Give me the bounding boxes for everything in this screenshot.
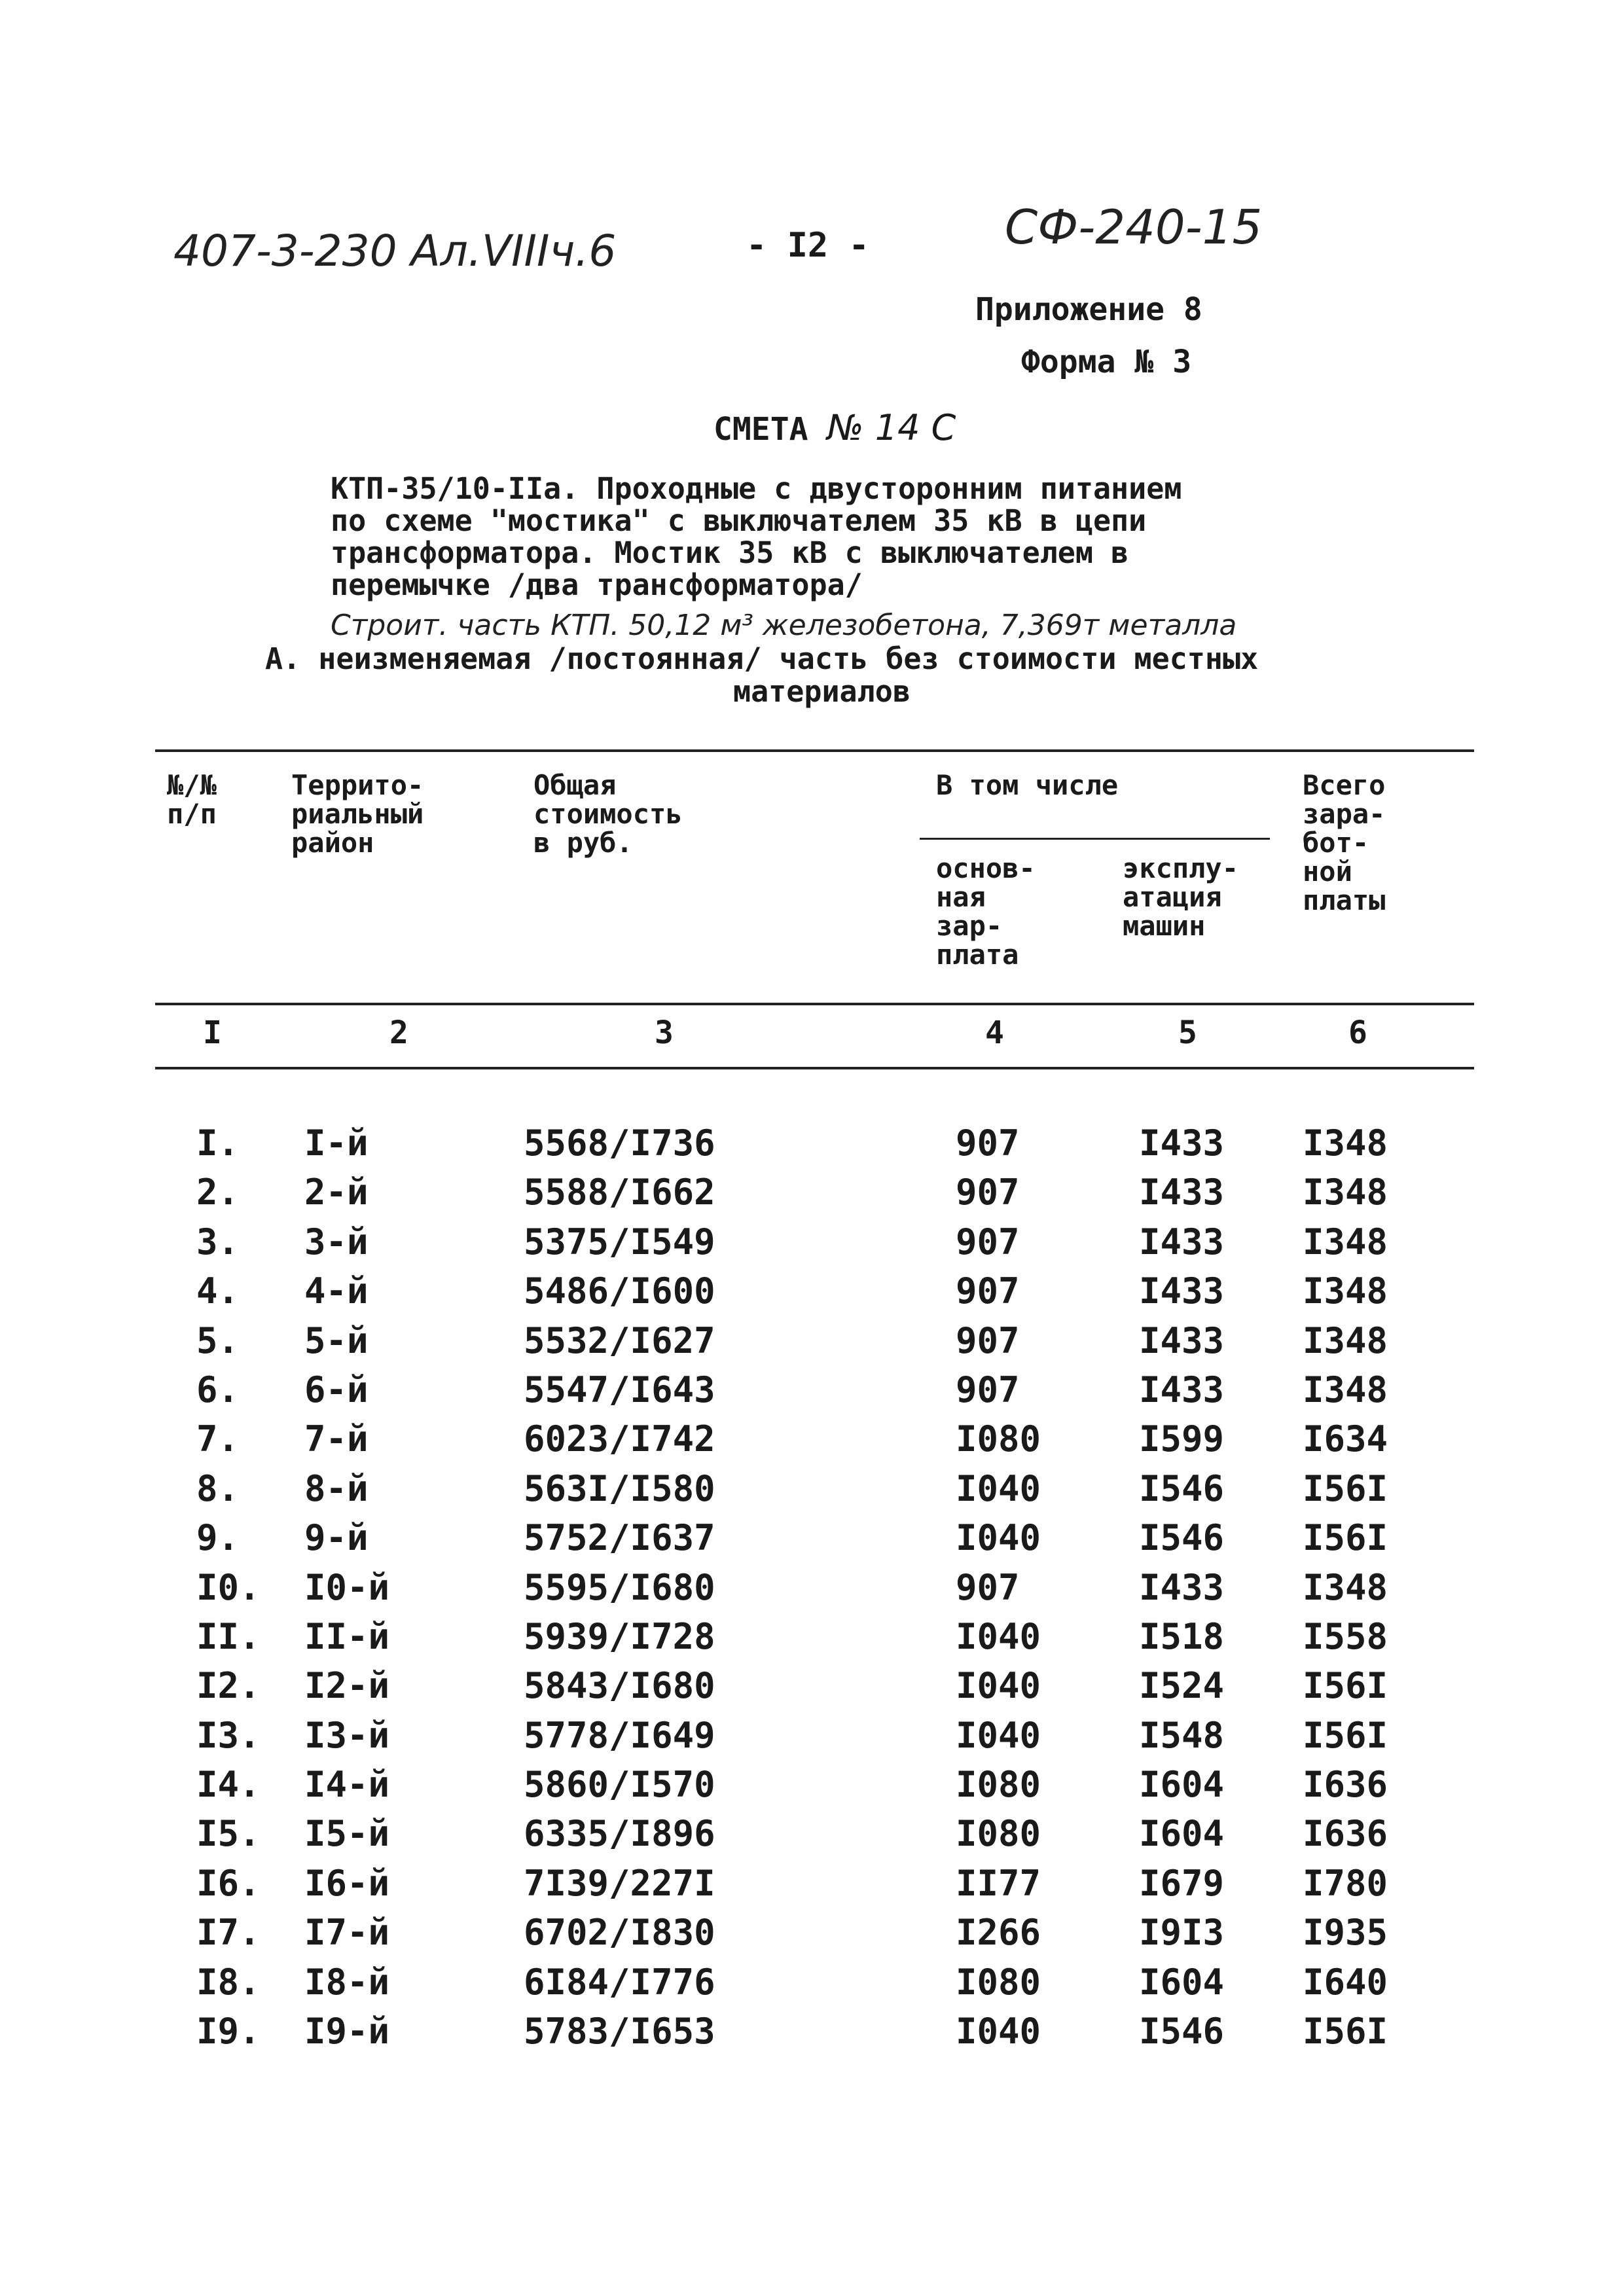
total-salary-cell: I56I (1303, 1665, 1388, 1707)
total-cost-cell: 6335/I896 (524, 1813, 715, 1855)
row-number-cell: 4. (196, 1270, 240, 1312)
appendix-label: Приложение 8 (975, 291, 1202, 328)
territory-cell: 4-й (304, 1270, 369, 1312)
row-number-cell: I7. (196, 1912, 261, 1954)
total-salary-cell: I780 (1303, 1862, 1388, 1904)
column-number: 3 (655, 1014, 674, 1051)
table-row (0, 1369, 1624, 1418)
row-number-cell: I. (196, 1122, 240, 1164)
column-number-rule (155, 1067, 1474, 1069)
machine-cost-cell: I433 (1139, 1566, 1225, 1608)
territory-cell: I2-й (304, 1665, 390, 1707)
total-salary-cell: I348 (1303, 1566, 1388, 1608)
base-salary-cell: 907 (956, 1369, 1020, 1410)
machine-cost-cell: I524 (1139, 1665, 1225, 1707)
machine-cost-cell: I604 (1139, 1961, 1225, 2003)
row-number-cell: I2. (196, 1665, 261, 1707)
estimate-description (331, 473, 1182, 601)
column-number: 2 (389, 1014, 408, 1051)
territory-cell: I4-й (304, 1764, 390, 1806)
header-total-salary: Всего зара- бот- ной платы (1303, 769, 1386, 916)
total-cost-cell: 6I84/I776 (524, 1961, 715, 2003)
row-number-cell: I8. (196, 1961, 261, 2003)
header-territory: Террито- риальный район (291, 769, 424, 859)
description-line: перемычке /два трансформатора/ (331, 567, 863, 602)
description-line: по схеме "мостика" с выключателем 35 кВ в цепи (331, 503, 1147, 538)
territory-cell: I8-й (304, 1961, 390, 2003)
table-row (0, 1517, 1624, 1566)
territory-cell: 7-й (304, 1418, 369, 1460)
row-number-cell: 5. (196, 1319, 240, 1361)
table-top-rule (155, 749, 1474, 752)
description-line: КТП-35/10-IIа. Проходные с двусторонним питанием (331, 471, 1182, 506)
machine-cost-cell: I9I3 (1139, 1912, 1225, 1954)
section-heading (265, 643, 1258, 708)
machine-cost-cell: I546 (1139, 1517, 1225, 1559)
row-number-cell: 9. (196, 1517, 240, 1559)
row-number-cell: II. (196, 1615, 261, 1657)
row-number-cell: I6. (196, 1862, 261, 1904)
construction-note: Строит. часть КТП. 50,12 м³ железобетона, 7,369т металла (331, 609, 1237, 642)
section-line: материалов (733, 674, 911, 709)
table-body (0, 1122, 1624, 2060)
group-header-rule (920, 838, 1270, 840)
territory-cell: 5-й (304, 1319, 369, 1361)
base-salary-cell: I080 (956, 1764, 1041, 1806)
base-salary-cell: I040 (956, 1467, 1041, 1509)
machine-cost-cell: I679 (1139, 1862, 1225, 1904)
row-number-cell: 6. (196, 1369, 240, 1410)
machine-cost-cell: I604 (1139, 1813, 1225, 1855)
machine-cost-cell: I433 (1139, 1369, 1225, 1410)
table-row (0, 1813, 1624, 1862)
table-row (0, 1122, 1624, 1172)
total-cost-cell: 5752/I637 (524, 1517, 715, 1559)
machine-cost-cell: I546 (1139, 2011, 1225, 2053)
table-row (0, 1863, 1624, 1912)
total-cost-cell: 6023/I742 (524, 1418, 715, 1460)
header-bottom-rule (155, 1003, 1474, 1005)
total-salary-cell: I56I (1303, 1714, 1388, 1756)
total-salary-cell: I56I (1303, 1517, 1388, 1559)
total-cost-cell: 5939/I728 (524, 1615, 715, 1657)
table-row (0, 1962, 1624, 2011)
territory-cell: I-й (304, 1122, 369, 1164)
row-number-cell: I0. (196, 1566, 261, 1608)
territory-cell: 2-й (304, 1172, 369, 1213)
row-number-cell: 8. (196, 1467, 240, 1509)
territory-cell: I0-й (304, 1566, 390, 1608)
table-row (0, 1912, 1624, 1961)
machine-cost-cell: I518 (1139, 1615, 1225, 1657)
estimate-label: СМЕТА (713, 411, 808, 448)
territory-cell: 6-й (304, 1369, 369, 1410)
column-number: 5 (1178, 1014, 1197, 1051)
column-number: I (203, 1014, 222, 1051)
total-cost-cell: 7I39/227I (524, 1862, 715, 1904)
territory-cell: I9-й (304, 2011, 390, 2053)
total-cost-cell: 5778/I649 (524, 1714, 715, 1756)
table-row (0, 1172, 1624, 1221)
total-salary-cell: I558 (1303, 1615, 1388, 1657)
total-cost-cell: 5532/I627 (524, 1319, 715, 1361)
header-base-salary: основ- ная зар- плата (936, 852, 1036, 971)
archive-code: СФ-240-15 (1005, 200, 1263, 255)
total-salary-cell: I348 (1303, 1172, 1388, 1213)
table-row (0, 1221, 1624, 1270)
machine-cost-cell: I548 (1139, 1714, 1225, 1756)
base-salary-cell: II77 (956, 1862, 1041, 1904)
page-number: - I2 - (746, 226, 869, 265)
base-salary-cell: I266 (956, 1912, 1041, 1954)
total-cost-cell: 5588/I662 (524, 1172, 715, 1213)
column-number: 6 (1348, 1014, 1367, 1051)
territory-cell: 8-й (304, 1467, 369, 1509)
row-number-cell: I5. (196, 1813, 261, 1855)
territory-cell: 3-й (304, 1221, 369, 1263)
base-salary-cell: 907 (956, 1172, 1020, 1213)
header-including-group: В том числе (936, 769, 1119, 801)
machine-cost-cell: I604 (1139, 1764, 1225, 1806)
header-machine-operation: эксплу- атация машин (1123, 852, 1239, 942)
base-salary-cell: I080 (956, 1418, 1041, 1460)
base-salary-cell: I040 (956, 1714, 1041, 1756)
row-number-cell: I9. (196, 2011, 261, 2053)
total-cost-cell: 5783/I653 (524, 2011, 715, 2053)
machine-cost-cell: I433 (1139, 1270, 1225, 1312)
base-salary-cell: I040 (956, 1615, 1041, 1657)
row-number-cell: I3. (196, 1714, 261, 1756)
table-row (0, 1320, 1624, 1369)
total-salary-cell: I634 (1303, 1418, 1388, 1460)
table-row (0, 1764, 1624, 1813)
base-salary-cell: I080 (956, 1813, 1041, 1855)
base-salary-cell: I040 (956, 1665, 1041, 1707)
territory-cell: 9-й (304, 1517, 369, 1559)
territory-cell: I5-й (304, 1813, 390, 1855)
territory-cell: II-й (304, 1615, 390, 1657)
territory-cell: I7-й (304, 1912, 390, 1954)
row-number-cell: 3. (196, 1221, 240, 1263)
total-cost-cell: 5843/I680 (524, 1665, 715, 1707)
total-cost-cell: 5595/I680 (524, 1566, 715, 1608)
machine-cost-cell: I599 (1139, 1418, 1225, 1460)
row-number-cell: I4. (196, 1764, 261, 1806)
form-label: Форма № 3 (1021, 344, 1192, 380)
base-salary-cell: 907 (956, 1122, 1020, 1164)
total-cost-cell: 563I/I580 (524, 1467, 715, 1509)
total-salary-cell: I348 (1303, 1270, 1388, 1312)
machine-cost-cell: I546 (1139, 1467, 1225, 1509)
base-salary-cell: 907 (956, 1319, 1020, 1361)
header-row-number: №/№ п/п (167, 769, 217, 830)
territory-cell: I3-й (304, 1714, 390, 1756)
table-row (0, 1418, 1624, 1467)
document-code: 407-3-230 Ал.VIIIч.6 (173, 226, 617, 276)
total-salary-cell: I56I (1303, 2011, 1388, 2053)
base-salary-cell: 907 (956, 1270, 1020, 1312)
row-number-cell: 7. (196, 1418, 240, 1460)
row-number-cell: 2. (196, 1172, 240, 1213)
total-cost-cell: 5486/I600 (524, 1270, 715, 1312)
table-row (0, 1616, 1624, 1665)
table-row (0, 1468, 1624, 1517)
table-row (0, 1270, 1624, 1319)
total-salary-cell: I348 (1303, 1122, 1388, 1164)
base-salary-cell: I080 (956, 1961, 1041, 2003)
table-row (0, 1567, 1624, 1616)
total-salary-cell: I56I (1303, 1467, 1388, 1509)
machine-cost-cell: I433 (1139, 1319, 1225, 1361)
base-salary-cell: 907 (956, 1221, 1020, 1263)
machine-cost-cell: I433 (1139, 1122, 1225, 1164)
estimate-number: № 14 С (827, 407, 956, 448)
total-cost-cell: 5375/I549 (524, 1221, 715, 1263)
machine-cost-cell: I433 (1139, 1221, 1225, 1263)
column-number: 4 (985, 1014, 1004, 1051)
total-salary-cell: I348 (1303, 1369, 1388, 1410)
total-cost-cell: 5547/I643 (524, 1369, 715, 1410)
description-line: трансформатора. Мостик 35 кВ с выключателем в (331, 535, 1129, 570)
territory-cell: I6-й (304, 1862, 390, 1904)
total-salary-cell: I348 (1303, 1221, 1388, 1263)
total-salary-cell: I935 (1303, 1912, 1388, 1954)
table-row (0, 1665, 1624, 1714)
estimate-title (713, 407, 956, 448)
base-salary-cell: I040 (956, 2011, 1041, 2053)
total-cost-cell: 6702/I830 (524, 1912, 715, 1954)
section-line: А. неизменяемая /постоянная/ часть без стоимости местных (265, 641, 1259, 676)
base-salary-cell: 907 (956, 1566, 1020, 1608)
header-total-cost: Общая стоимость в руб. (533, 769, 683, 859)
machine-cost-cell: I433 (1139, 1172, 1225, 1213)
total-salary-cell: I636 (1303, 1813, 1388, 1855)
table-row (0, 2011, 1624, 2060)
total-cost-cell: 5568/I736 (524, 1122, 715, 1164)
total-cost-cell: 5860/I570 (524, 1764, 715, 1806)
base-salary-cell: I040 (956, 1517, 1041, 1559)
total-salary-cell: I636 (1303, 1764, 1388, 1806)
total-salary-cell: I348 (1303, 1319, 1388, 1361)
total-salary-cell: I640 (1303, 1961, 1388, 2003)
table-row (0, 1715, 1624, 1764)
